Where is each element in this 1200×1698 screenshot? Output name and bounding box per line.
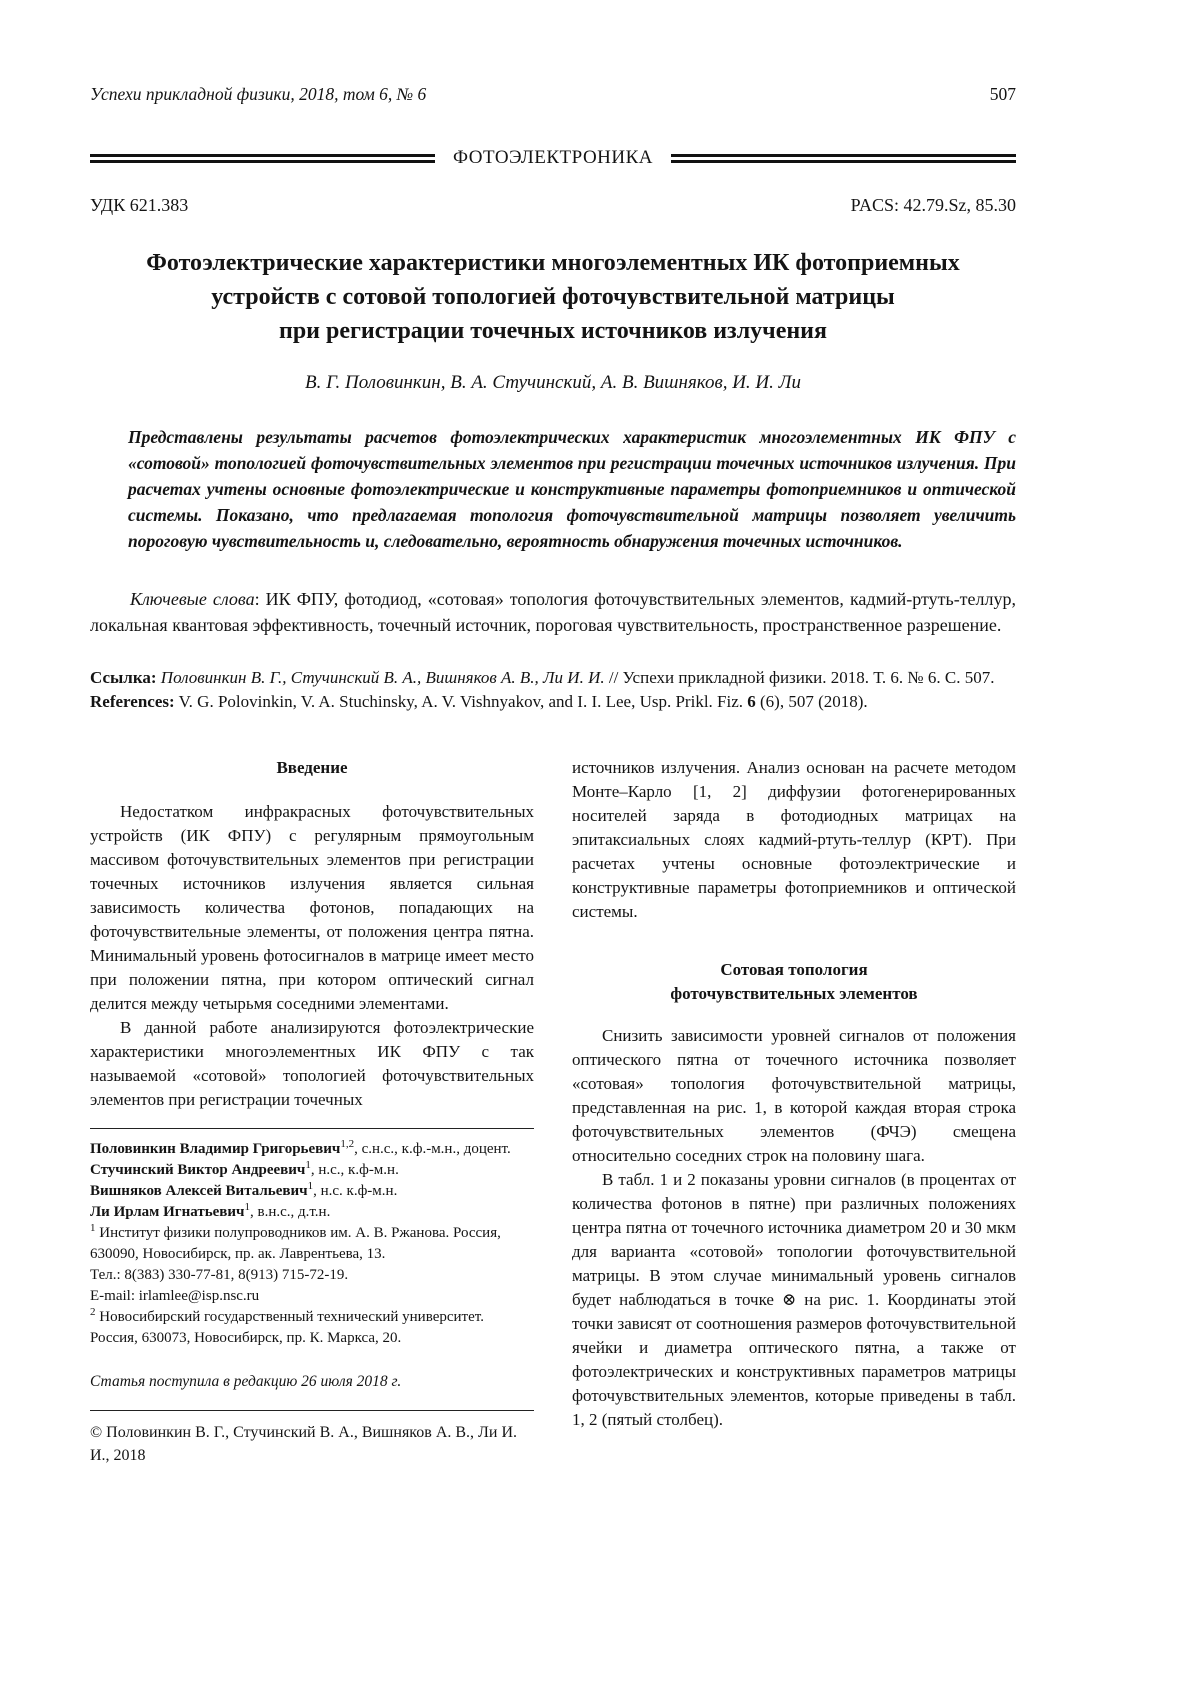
references-volume: 6 bbox=[747, 692, 756, 711]
journal-issue-label: Успехи прикладной физики, 2018, том 6, № 6 bbox=[90, 84, 427, 104]
footnote-author-2 bbox=[90, 1160, 534, 1181]
footnote-author-2-affil-mark: 1 bbox=[305, 1159, 311, 1171]
footnote-author-4-name: Ли Ирлам Игнатьевич bbox=[90, 1204, 245, 1220]
footnote-affiliation-1 bbox=[90, 1223, 534, 1265]
pacs-code: PACS: 42.79.Sz, 85.30 bbox=[850, 195, 1016, 215]
footnote-author-3 bbox=[90, 1181, 534, 1202]
footnote-affiliation-2 bbox=[90, 1307, 534, 1349]
udk-code: УДК 621.383 bbox=[90, 195, 189, 215]
copyright-separator-rule bbox=[90, 1410, 534, 1411]
banner-double-rule-right bbox=[671, 154, 1016, 163]
section-heading-honeycomb-topology: Сотовая топология фоточувствительных элементов bbox=[670, 960, 918, 1003]
references-body: V. G. Polovinkin, V. A. Stuchinsky, A. V. Vishnyakov, and I. I. Lee, Usp. Prikl. Fiz. bbox=[174, 692, 748, 711]
banner-double-rule-left bbox=[90, 154, 435, 163]
footnote-author-1 bbox=[90, 1139, 534, 1160]
keywords-text: : ИК ФПУ, фотодиод, «сотовая» топология фоточувствительных элементов, кадмий-ртуть-теллур, локальная квантовая эффективность, точечный источник, пороговая чувствительность, пространственное разрешение. bbox=[90, 589, 1017, 635]
citation-source: // Успехи прикладной физики. 2018. Т. 6. № 6. С. 507. bbox=[608, 668, 995, 687]
footnote-author-4-affil-mark: 1 bbox=[244, 1201, 250, 1213]
footnote-affiliation-2-text: Новосибирский государственный технический университет. Россия, 630073, Новосибирск, пр. К. Маркса, 20. bbox=[90, 1309, 484, 1346]
abstract-paragraph: Представлены результаты расчетов фотоэлектрических характеристик многоэлементных ИК ФПУ с «сотовой» топологией фоточувствительных элементов при регистрации точечных источников излучения. При расчетах учтены основные фотоэлектрические и конструктивные параметры фотоприемников и оптической системы. Показано, что предлагаемая топология фоточувствительной матрицы позволяет увеличить пороговую чувствительность и, следовательно, вероятность обнаружения точечных источников. bbox=[128, 427, 1016, 551]
footnote-author-3-affil-mark: 1 bbox=[307, 1180, 314, 1192]
topology-paragraph-1: Снизить зависимости уровней сигналов от положения оптического пятна от точечного источника позволяет «сотовая» топология фоточувствительной матрицы, представленная на рис. 1, в которой каждая вторая строка фоточувствительных элементов (ФЧЭ) смещена относительно соседних строк на половину шага. bbox=[572, 1026, 1016, 1165]
page-number: 507 bbox=[989, 84, 1016, 104]
copyright-line: © Половинкин В. Г., Стучинский В. А., Вишняков А. В., Ли И. И., 2018 bbox=[90, 1424, 518, 1464]
intro-paragraph-2: В данной работе анализируются фотоэлектрические характеристики многоэлементных ИК ФПУ с так называемой «сотовой» топологией фоточувствительных элементов при регистрации точечных bbox=[90, 1018, 534, 1109]
topology-paragraph-2: В табл. 1 и 2 показаны уровни сигналов (в процентах от количества фотонов в пятне) при различных положениях центра пятна от точечного источника диаметром 20 и 30 мкм для варианта «сотовой» топологии фоточувствительной матрицы. В этом случае минимальный уровень сигналов будет наблюдаться в точке ⊗ на рис. 1. Координаты этой точки зависят от соотношения размеров фоточувствительной ячейки и диаметра оптического пятна, а также от фотоэлектрических и конструктивных параметров матрицы фоточувствительных элементов, которые приведены в табл. 1, 2 (пятый столбец). bbox=[572, 1170, 1016, 1429]
keywords-paragraph bbox=[90, 586, 1016, 638]
footnote-author-2-degrees: , н.с., к.ф-м.н. bbox=[310, 1162, 399, 1178]
left-column bbox=[90, 756, 534, 1467]
continuation-paragraph: источников излучения. Анализ основан на расчете методом Монте–Карло [1, 2] диффузии фотогенерированных носителей заряда в фотодиодных матрицах на эпитаксиальных слоях кадмий-ртуть-теллур (КРТ). При расчетах учтены основные фотоэлектрические и конструктивные параметры фотоприемников и оптической системы. bbox=[572, 758, 1016, 921]
article-title: Фотоэлектрические характеристики многоэлементных ИК фотоприемных устройств с сотовой топологией фоточувствительной матрицы при регистрации точечных источников излучения bbox=[146, 250, 960, 344]
section-heading-introduction: Введение bbox=[276, 758, 348, 777]
footnote-email: E-mail: irlamlee@isp.nsc.ru bbox=[90, 1288, 260, 1304]
two-column-body bbox=[90, 756, 1016, 1467]
references-label: References: bbox=[90, 692, 175, 711]
footnote-separator-rule bbox=[90, 1128, 534, 1129]
footnote-affiliation-2-mark: 2 bbox=[90, 1306, 96, 1318]
right-column bbox=[572, 756, 1016, 1467]
footnote-author-3-degrees: , н.с. к.ф-м.н. bbox=[313, 1183, 398, 1199]
footnote-author-2-name: Стучинский Виктор Андреевич bbox=[90, 1162, 306, 1178]
footnote-author-1-affil-mark: 1,2 bbox=[340, 1138, 355, 1150]
footnote-author-3-name: Вишняков Алексей Витальевич bbox=[90, 1183, 308, 1199]
references-tail: (6), 507 (2018). bbox=[755, 692, 868, 711]
intro-paragraph-1: Недостатком инфракрасных фоточувствительных устройств (ИК ФПУ) с регулярным прямоугольным массивом фоточувствительных элементов при регистрации точечных источников излучения является сильная зависимость количества фотонов, попадающих на фоточувствительные элементы, от положения центра пятна. Минимальный уровень фотосигналов в матрице имеет место при положении пятна, при котором оптический сигнал делится между четырьмя соседними элементами. bbox=[90, 802, 534, 1013]
citation-authors: Половинкин В. Г., Стучинский В. А., Вишняков А. В., Ли И. И. bbox=[156, 668, 609, 687]
received-date-line: Статья поступила в редакцию 26 июля 2018 г. bbox=[90, 1373, 402, 1390]
running-head bbox=[90, 84, 1016, 105]
citation-russian bbox=[90, 666, 1016, 690]
footnote-author-4-degrees: , в.н.с., д.т.н. bbox=[249, 1204, 331, 1220]
section-banner-title: ФОТОЭЛЕКТРОНИКА bbox=[453, 147, 654, 168]
footnote-affiliation-1-mark: 1 bbox=[90, 1222, 96, 1234]
citation-label: Ссылка: bbox=[90, 668, 157, 687]
footnote-author-1-degrees: , с.н.с., к.ф.-м.н., доцент. bbox=[354, 1141, 511, 1157]
codes-row bbox=[90, 195, 1016, 216]
author-footnotes bbox=[90, 1139, 534, 1349]
footnote-affiliation-1-text: Институт физики полупроводников им. А. В. Ржанова. Россия, 630090, Новосибирск, пр. ак. Лаврентьева, 13. bbox=[90, 1225, 501, 1262]
footnote-author-1-name: Половинкин Владимир Григорьевич bbox=[90, 1141, 341, 1157]
footnote-phone: Тел.: 8(383) 330-77-81, 8(913) 715-72-19. bbox=[90, 1267, 349, 1283]
footnote-author-4 bbox=[90, 1202, 534, 1223]
citation-english bbox=[90, 690, 1016, 714]
section-banner bbox=[90, 147, 1016, 169]
authors-line: В. Г. Половинкин, В. А. Стучинский, А. В. Вишняков, И. И. Ли bbox=[304, 372, 802, 393]
keywords-label: Ключевые слова bbox=[130, 589, 255, 609]
